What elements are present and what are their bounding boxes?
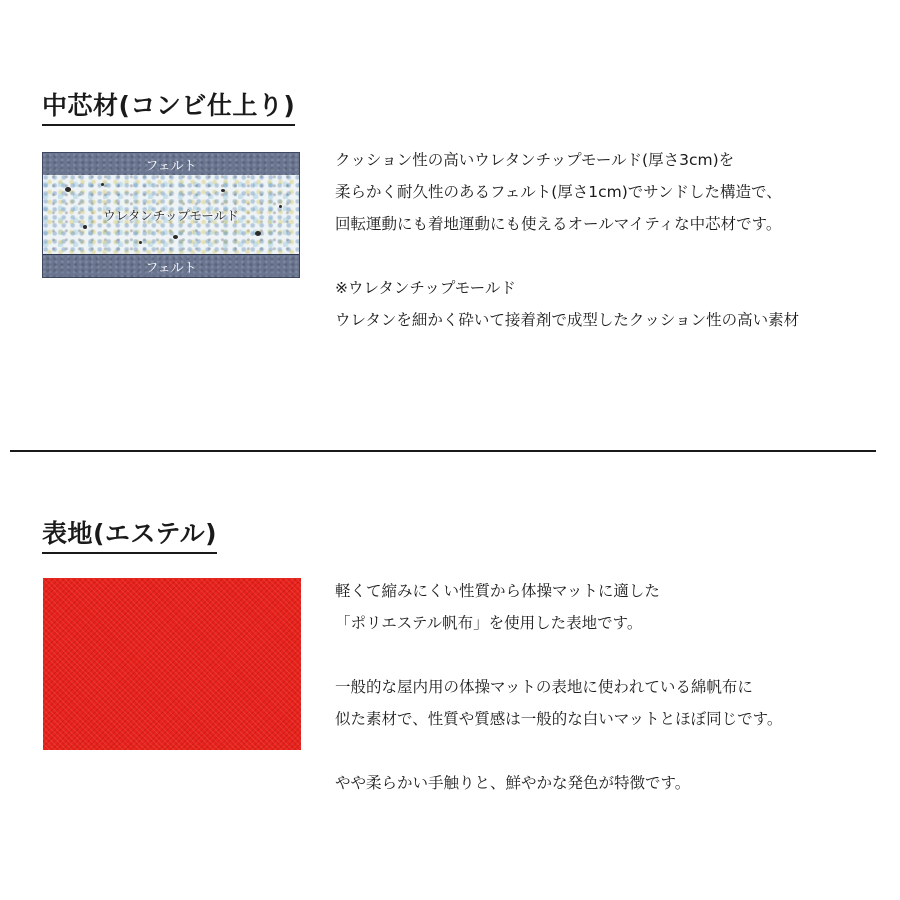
text-line: やや柔らかい手触りと、鮮やかな発色が特徴です。	[335, 774, 691, 792]
urethane-chip-layer	[43, 175, 299, 255]
foam-label-wrap	[43, 175, 299, 255]
text-line: 似た素材で、性質や質感は一般的な白いマットとほぼ同じです。	[335, 710, 783, 728]
text-line: ※ウレタンチップモールド	[335, 279, 516, 297]
description-paragraph	[335, 671, 895, 735]
text-line: 柔らかく耐久性のあるフェルト(厚さ1cm)でサンドした構造で、	[335, 183, 782, 201]
core-material-description	[335, 144, 895, 336]
text-line: 一般的な屋内用の体操マットの表地に使われている綿帆布に	[335, 678, 753, 696]
description-paragraph	[335, 272, 895, 336]
surface-fabric-description	[335, 575, 895, 799]
urethane-chip-label: ウレタンチップモールド	[103, 208, 239, 223]
text-line: 「ポリエステル帆布」を使用した表地です。	[335, 614, 643, 632]
description-paragraph	[335, 767, 895, 799]
felt-layer-bottom	[43, 254, 299, 277]
text-line: クッション性の高いウレタンチップモールド(厚さ3cm)を	[335, 151, 735, 169]
surface-fabric-heading: 表地(エステル)	[42, 518, 217, 554]
text-line: ウレタンを細かく砕いて接着剤で成型したクッション性の高い素材	[335, 311, 800, 329]
core-material-heading: 中芯材(コンビ仕上り)	[42, 90, 295, 126]
felt-top-label: フェルト	[145, 158, 197, 174]
section-divider	[10, 450, 876, 452]
core-material-diagram	[42, 152, 300, 278]
text-line: 軽くて縮みにくい性質から体操マットに適した	[335, 582, 660, 600]
polyester-canvas-swatch	[43, 578, 301, 750]
description-paragraph	[335, 575, 895, 639]
text-line: 回転運動にも着地運動にも使えるオールマイティな中芯材です。	[335, 215, 782, 233]
felt-layer-top	[43, 153, 299, 176]
description-paragraph	[335, 144, 895, 240]
felt-bottom-label: フェルト	[145, 260, 197, 276]
